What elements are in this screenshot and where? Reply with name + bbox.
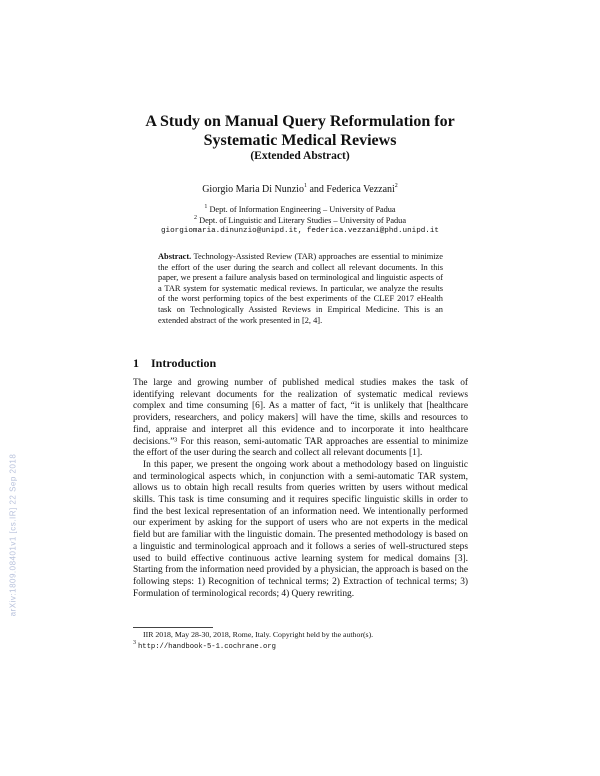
footnote-url[interactable]: http://handbook-5-1.cochrane.org [137,643,276,651]
affiliation-mark: 1 [204,204,208,210]
affiliation-text: Dept. of Information Engineering – University of Padua [209,205,396,214]
footnote-rule [133,627,213,628]
author-name: Federica Vezzani [326,184,395,195]
title-line-2: Systematic Medical Reviews [203,132,397,149]
author-affiliation-mark: 2 [394,183,398,189]
section-body [133,378,468,600]
affiliation-text: Dept. of Linguistic and Literary Studies – University of Padua [199,216,406,225]
affiliation [100,216,500,225]
abstract [158,252,443,326]
abstract-label: Abstract. [158,252,192,261]
arxiv-stamp-text: arXiv:1809.08401v1 [cs.IR] 22 Sep 2018 [8,453,18,617]
footnote-mark: 3 [133,640,136,646]
arxiv-identifier-stamp [2,420,24,650]
author-list [100,184,500,195]
author-emails: giorgiomaria.dinunzio@unipd.it, federica.vezzani@phd.unipd.it [161,227,439,235]
author-conjunction: and [306,184,327,195]
section-number: 1 [133,356,139,370]
title-line-1: A Study on Manual Query Reformulation for [145,113,455,130]
affiliation [100,205,500,214]
affiliation-mark: 2 [194,215,197,221]
paper-subtitle: (Extended Abstract) [250,150,350,162]
abstract-text: Technology-Assisted Review (TAR) approaches are essential to minimize the effort of the user during the search and collect all relevant documents. In this paper, we present a failure analysis based on terminological and linguistic aspects of a TAR system for systematic medical reviews. In particular, we analyze the results of the worst performing topics of the best experiments of the CLEF 2017 eHealth task on Technologically Assisted Reviews in Empirical Medicine. This is an extended abstract of the work presented in [2, 4]. [158,252,443,325]
section-title: Introduction [151,356,217,370]
section-heading [133,356,216,371]
footnote [133,641,468,651]
author-name: Giorgio Maria Di Nunzio [202,184,304,195]
paper-title [120,112,480,150]
author-affiliation-mark: 1 [303,183,307,189]
paragraph: In this paper, we present the ongoing work about a methodology based on linguistic and terminological aspects which, in conjunction with a semi-automatic TAR system, allows us to obtain high recall results from queries written by users without medical skills. This task is time consuming and it requires specific linguistic skills in order to find the best lexical representation of an information need. We intentionally performed our experiment by asking for the support of users who are not experts in the medical field but are familiar with the linguistic domain. The presented methodology is based on a linguistic and terminological approach and it follows a series of well-structured steps used to build effective continuous active learning system for medical domains [3]. Starting from the information need provided by a physician, the approach is based on the following steps: 1) Recognition of technical terms; 2) Extraction of technical terms; 3) Formulation of terminological records; 4) Query rewriting. [133,459,468,599]
paragraph: The large and growing number of published medical studies makes the task of identifying relevant documents for the realization of systematic medical reviews complex and time consuming [6]. As a matter of fact, “it is unlikely that [healthcare providers, researchers, and policy makers] will have the time, skills and resources to find, appraise and interpret all this evidence and to incorporate it into healthcare decisions.”³ For this reason, semi-automatic TAR approaches are essential to minimize the effort of the user during the search and collect all relevant documents [1]. [133,378,468,459]
footnote: IIR 2018, May 28-30, 2018, Rome, Italy. Copyright held by the author(s). [143,630,374,639]
